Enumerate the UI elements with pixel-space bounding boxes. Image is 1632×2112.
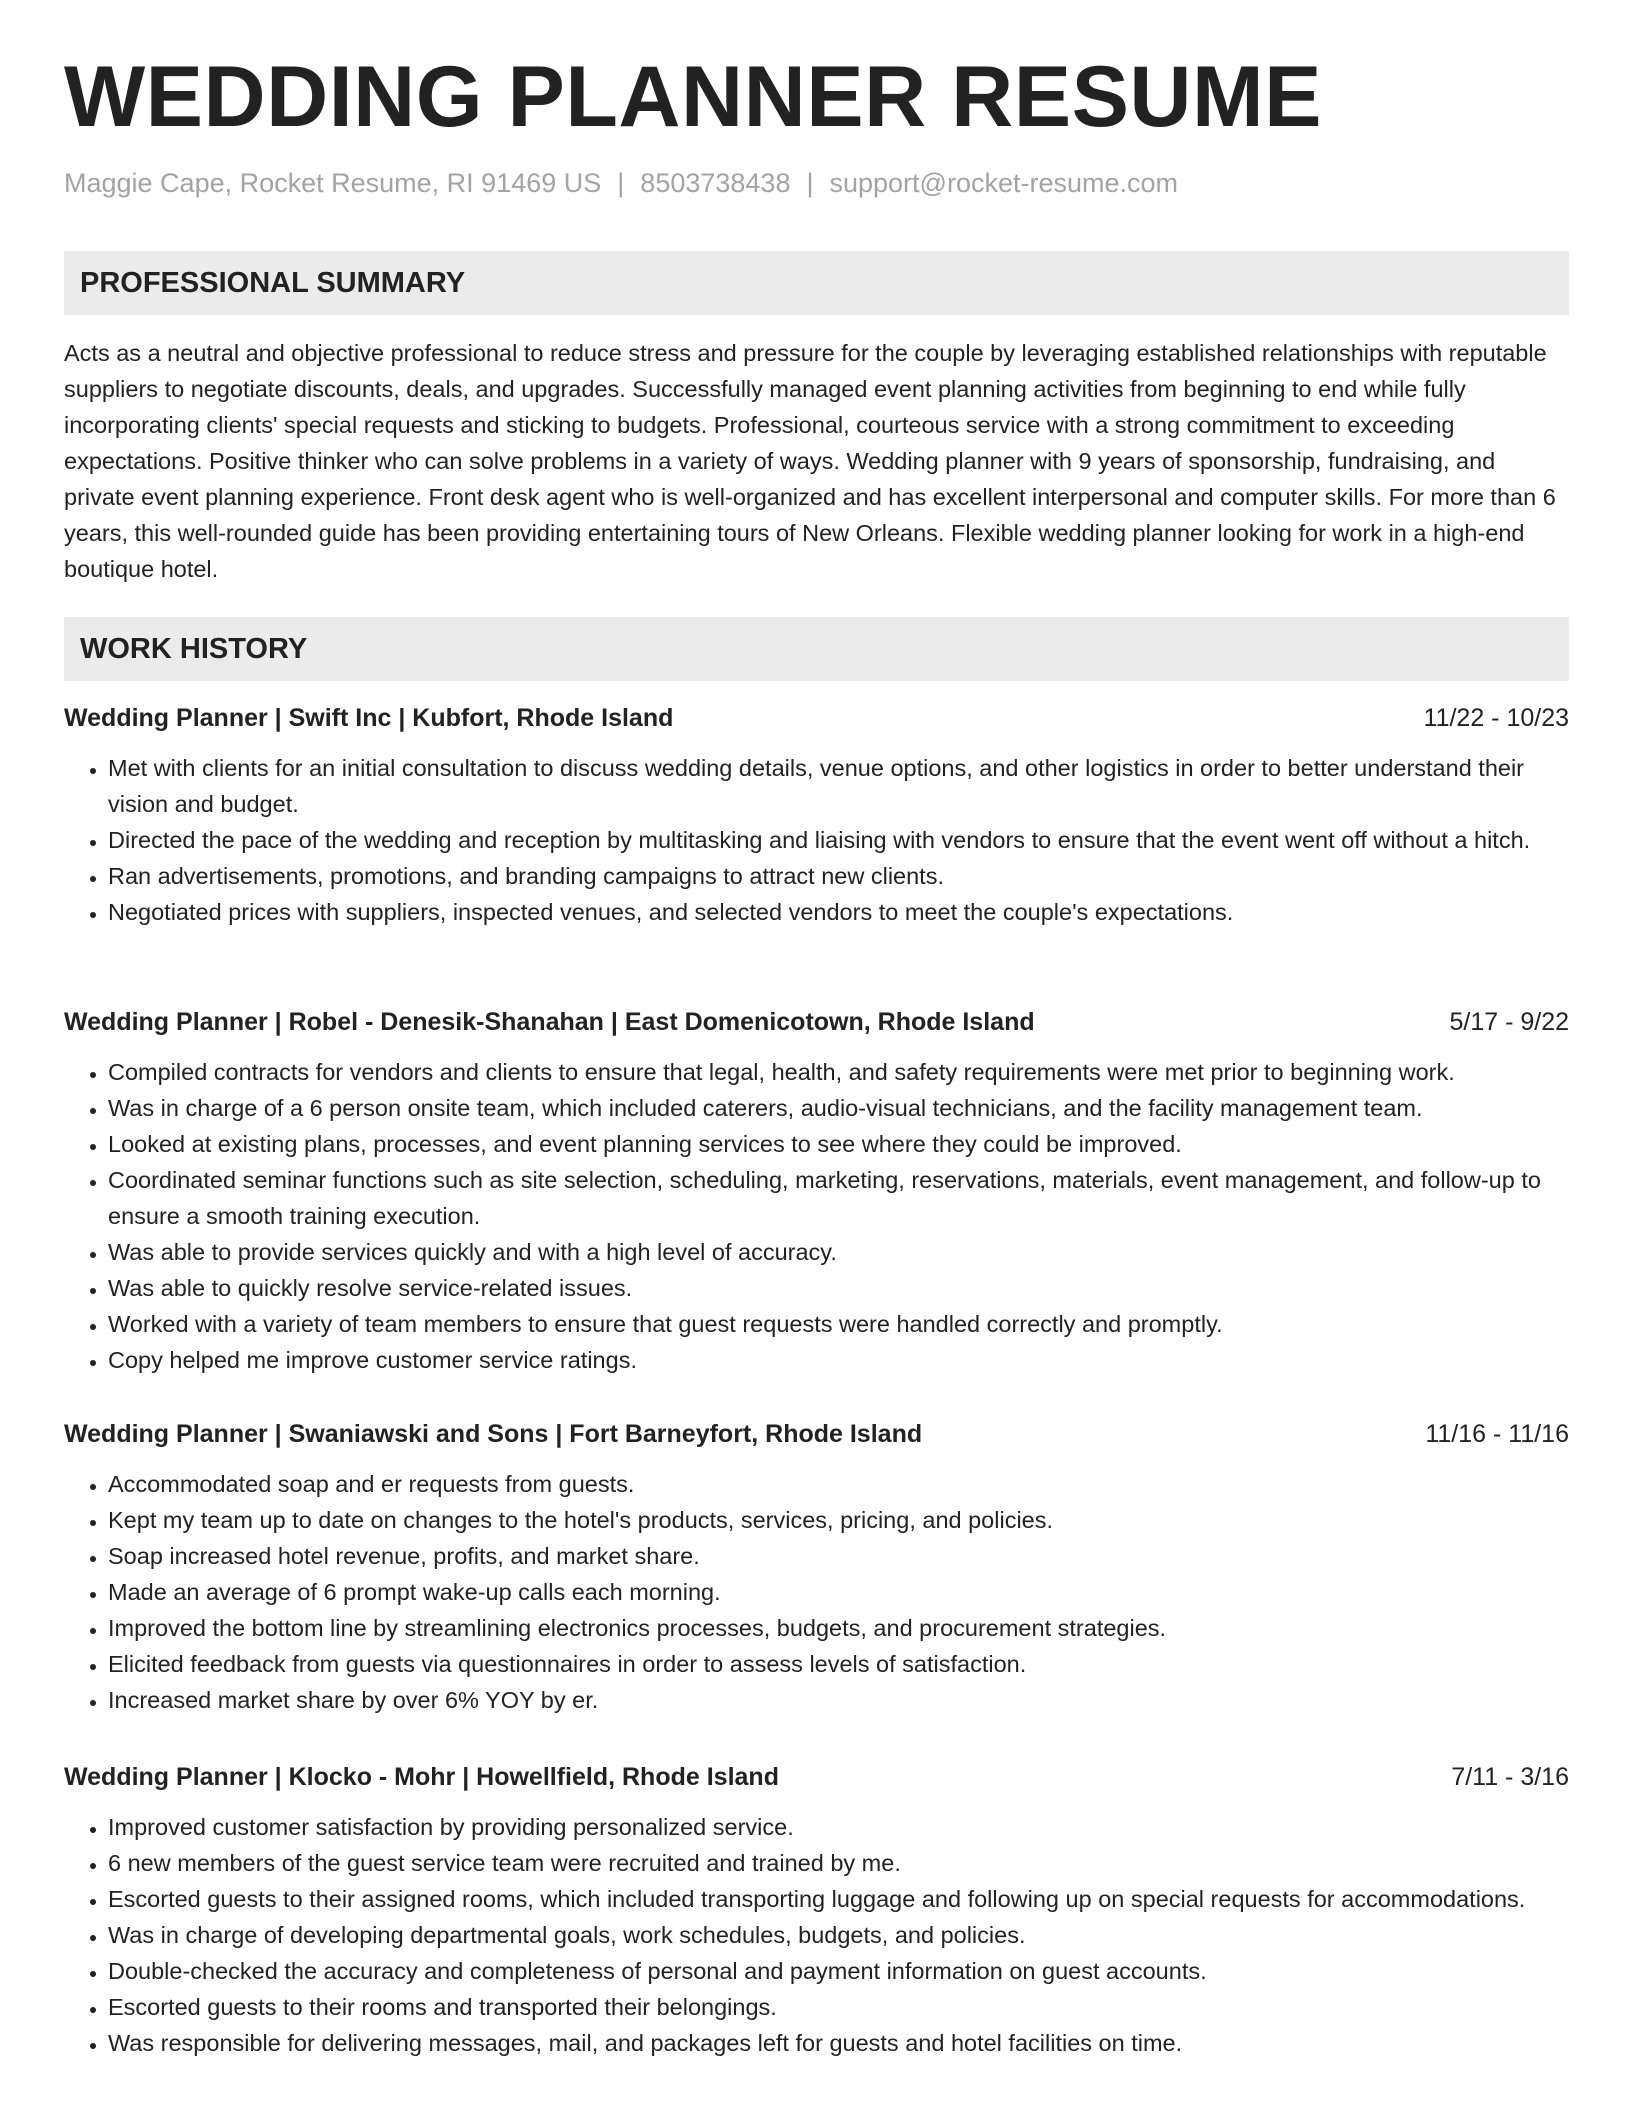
job-bullet: • Improved customer satisfaction by providing personalized service. bbox=[108, 1809, 1569, 1845]
job-header bbox=[64, 1004, 1569, 1040]
job-bullet: • 6 new members of the guest service team were recruited and trained by me. bbox=[108, 1845, 1569, 1881]
job-bullet: • Ran advertisements, promotions, and branding campaigns to attract new clients. bbox=[108, 858, 1569, 894]
job-bullet: • Made an average of 6 prompt wake-up calls each morning. bbox=[108, 1574, 1569, 1610]
job-bullet: • Coordinated seminar functions such as site selection, scheduling, marketing, reservations, materials, event management, and follow-up to ensure a smooth training execution. bbox=[108, 1162, 1569, 1234]
job-dates: 7/11 - 3/16 bbox=[1451, 1763, 1569, 1791]
job-bullet: • Directed the pace of the wedding and reception by multitasking and liaising with vendors to ensure that the event went off without a hitch. bbox=[108, 822, 1569, 858]
contact-phone: 8503738438 bbox=[640, 168, 791, 198]
job-entry bbox=[64, 1416, 1569, 1718]
job-bullet-list bbox=[64, 1466, 1569, 1718]
job-bullet: • Accommodated soap and er requests from guests. bbox=[108, 1466, 1569, 1502]
job-bullet: • Soap increased hotel revenue, profits, and market share. bbox=[108, 1538, 1569, 1574]
job-heading: Wedding Planner | Klocko - Mohr | Howellfield, Rhode Island bbox=[64, 1763, 779, 1791]
job-bullet: • Double-checked the accuracy and completeness of personal and payment information on guest accounts. bbox=[108, 1953, 1569, 1989]
job-entry bbox=[64, 1759, 1569, 2061]
job-bullet: • Was able to provide services quickly and with a high level of accuracy. bbox=[108, 1234, 1569, 1270]
job-bullet-list bbox=[64, 1054, 1569, 1378]
job-heading: Wedding Planner | Swift Inc | Kubfort, Rhode Island bbox=[64, 704, 674, 732]
contact-address: Maggie Cape, Rocket Resume, RI 91469 US bbox=[64, 168, 602, 198]
job-bullet: • Escorted guests to their assigned rooms, which included transporting luggage and following up on special requests for accommodations. bbox=[108, 1881, 1569, 1917]
contact-line bbox=[64, 168, 1178, 199]
job-bullet: • Escorted guests to their rooms and transported their belongings. bbox=[108, 1989, 1569, 2025]
job-bullet: • Improved the bottom line by streamlining electronics processes, budgets, and procurement strategies. bbox=[108, 1610, 1569, 1646]
job-bullet: • Elicited feedback from guests via questionnaires in order to assess levels of satisfaction. bbox=[108, 1646, 1569, 1682]
resume-title: WEDDING PLANNER RESUME bbox=[64, 49, 1323, 145]
job-bullet: • Was able to quickly resolve service-related issues. bbox=[108, 1270, 1569, 1306]
job-bullet: • Looked at existing plans, processes, and event planning services to see where they could be improved. bbox=[108, 1126, 1569, 1162]
job-bullet: • Was in charge of developing departmental goals, work schedules, budgets, and policies. bbox=[108, 1917, 1569, 1953]
job-dates: 5/17 - 9/22 bbox=[1449, 1008, 1569, 1036]
contact-separator: | bbox=[806, 168, 814, 198]
job-header bbox=[64, 700, 1569, 736]
contact-separator: | bbox=[617, 168, 625, 198]
job-bullet: • Kept my team up to date on changes to the hotel's products, services, pricing, and policies. bbox=[108, 1502, 1569, 1538]
job-heading: Wedding Planner | Swaniawski and Sons | Fort Barneyfort, Rhode Island bbox=[64, 1420, 923, 1448]
job-heading: Wedding Planner | Robel - Denesik-Shanahan | East Domenicotown, Rhode Island bbox=[64, 1008, 1035, 1036]
job-bullet: • Negotiated prices with suppliers, inspected venues, and selected vendors to meet the couple's expectations. bbox=[108, 894, 1569, 930]
job-bullet: • Compiled contracts for vendors and clients to ensure that legal, health, and safety requirements were met prior to beginning work. bbox=[108, 1054, 1569, 1090]
job-bullet-list bbox=[64, 1809, 1569, 2061]
job-entry bbox=[64, 700, 1569, 930]
contact-email: support@rocket-resume.com bbox=[829, 168, 1179, 198]
job-dates: 11/22 - 10/23 bbox=[1423, 704, 1569, 732]
summary-section-header: PROFESSIONAL SUMMARY bbox=[64, 251, 1569, 315]
job-entry bbox=[64, 1004, 1569, 1378]
job-header bbox=[64, 1759, 1569, 1795]
job-header bbox=[64, 1416, 1569, 1452]
job-bullet: • Worked with a variety of team members to ensure that guest requests were handled correctly and promptly. bbox=[108, 1306, 1569, 1342]
summary-text: Acts as a neutral and objective professional to reduce stress and pressure for the couple by leveraging established relationships with reputable suppliers to negotiate discounts, deals, and upgrades. Successfully managed event planning activities from beginning to end while fully incorporating clients' special requests and sticking to budgets. Professional, courteous service with a strong commitment to exceeding expectations. Positive thinker who can solve problems in a variety of ways. Wedding planner with 9 years of sponsorship, fundraising, and private event planning experience. Front desk agent who is well-organized and has excellent interpersonal and computer skills. For more than 6 years, this well-rounded guide has been providing entertaining tours of New Orleans. Flexible wedding planner looking for work in a high-end boutique hotel. bbox=[64, 340, 1556, 582]
work-history-section-header: WORK HISTORY bbox=[64, 617, 1569, 681]
job-bullet-list bbox=[64, 750, 1569, 930]
job-bullet: • Copy helped me improve customer service ratings. bbox=[108, 1342, 1569, 1378]
job-bullet: • Was responsible for delivering messages, mail, and packages left for guests and hotel facilities on time. bbox=[108, 2025, 1569, 2061]
job-bullet: • Was in charge of a 6 person onsite team, which included caterers, audio-visual technicians, and the facility management team. bbox=[108, 1090, 1569, 1126]
job-bullet: • Increased market share by over 6% YOY by er. bbox=[108, 1682, 1569, 1718]
job-bullet: • Met with clients for an initial consultation to discuss wedding details, venue options, and other logistics in order to better understand their vision and budget. bbox=[108, 750, 1569, 822]
job-dates: 11/16 - 11/16 bbox=[1425, 1420, 1569, 1448]
